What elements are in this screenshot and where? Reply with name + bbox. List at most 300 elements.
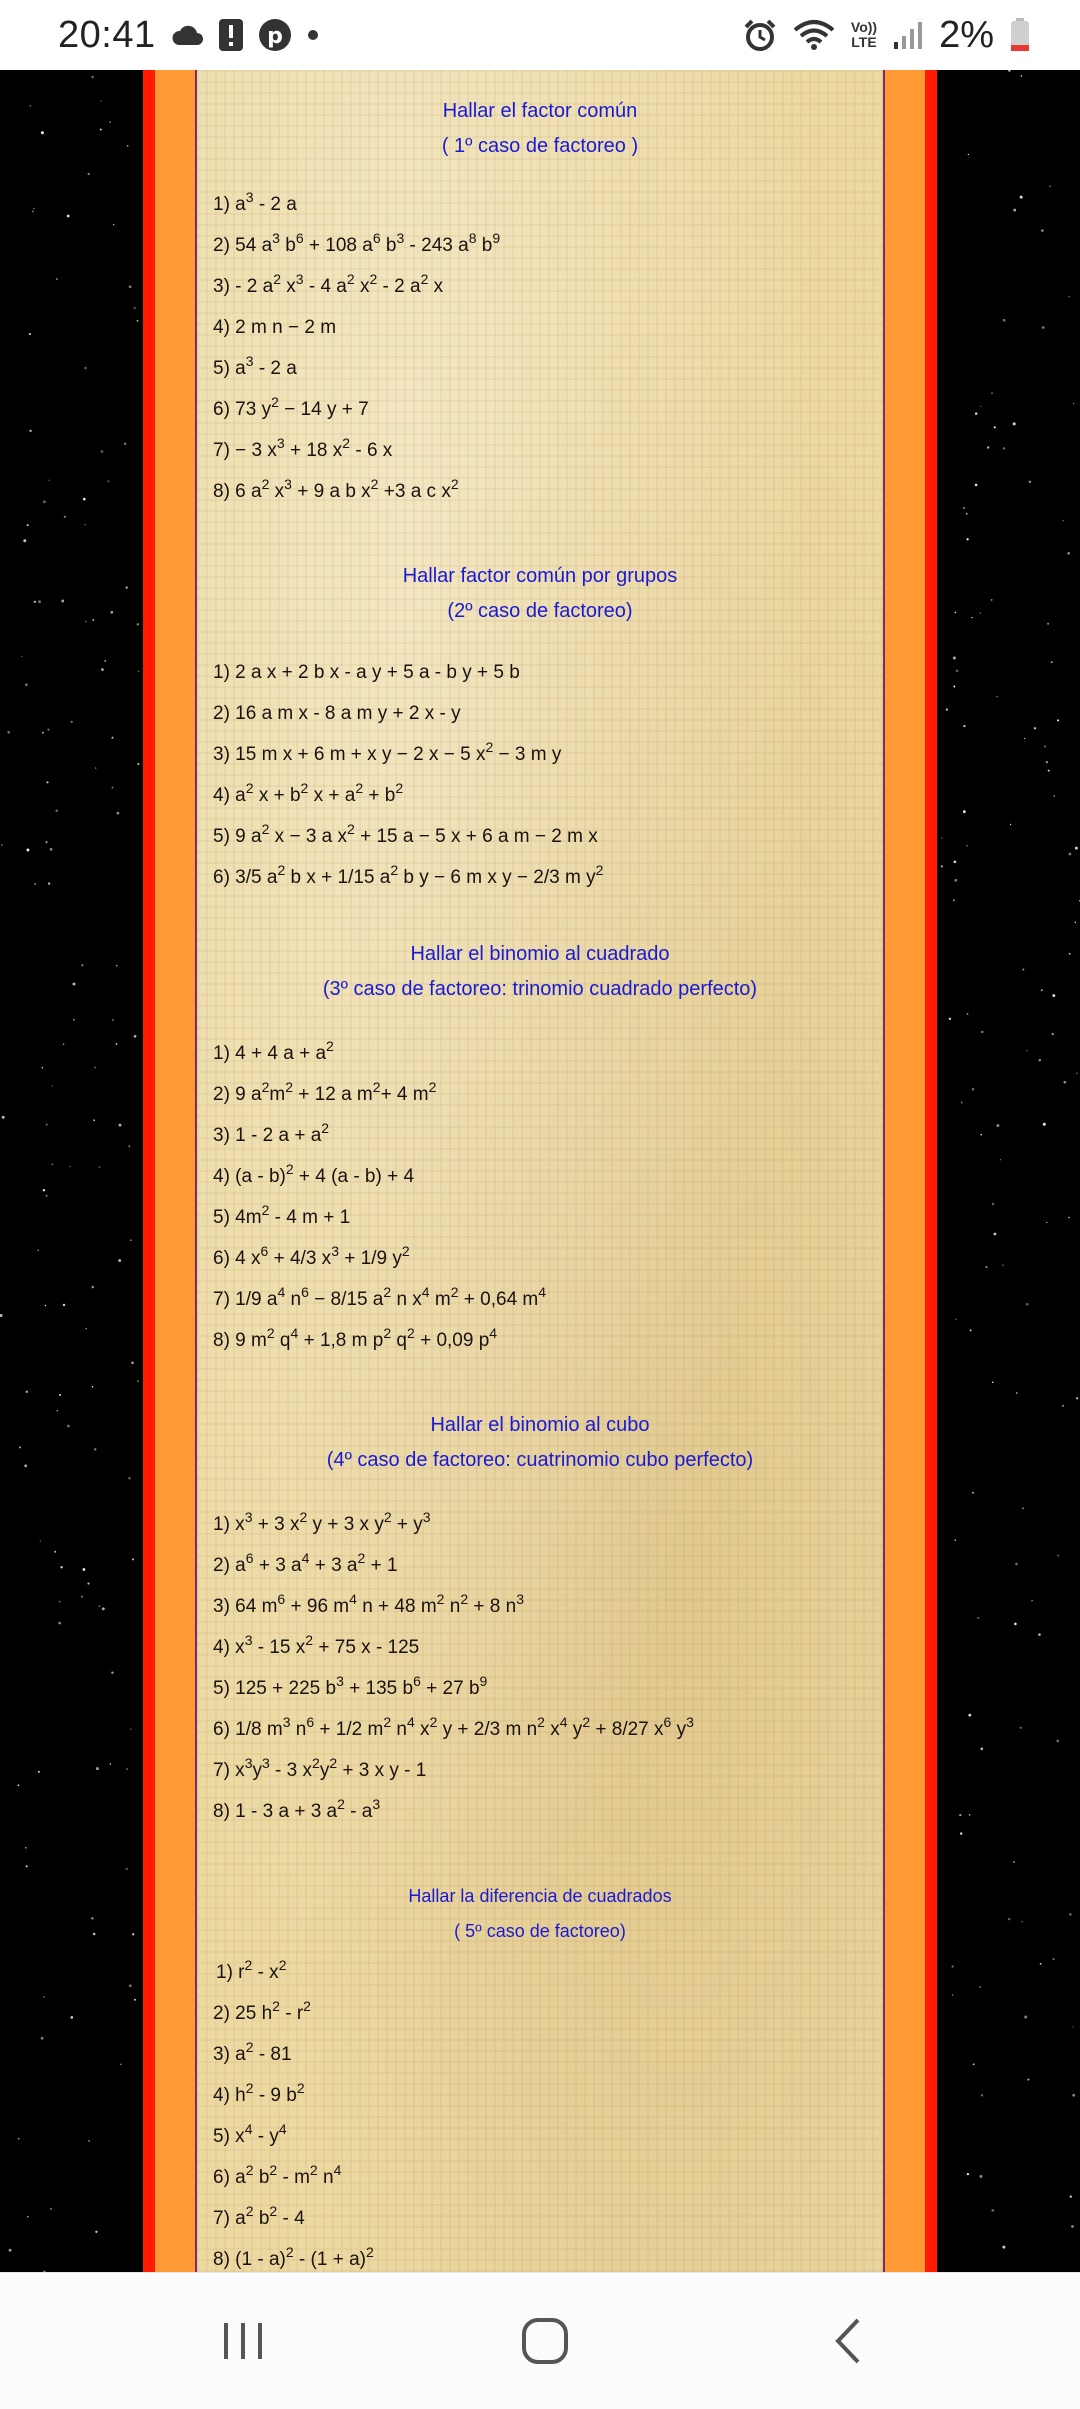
star xyxy=(59,1601,61,1603)
star xyxy=(1000,1159,1001,1160)
star xyxy=(92,619,94,621)
star xyxy=(38,1771,40,1773)
star xyxy=(85,1328,87,1330)
star xyxy=(1039,1059,1041,1061)
exercise-item: 2) 9 $a^2m^2 + 12$ a $m^2+ 4$ $m^2$ xyxy=(213,1079,437,1105)
exercise-item: 2) 54 $a^3$ $b^6 + 108$ $a^6$ $b^3 - 243$ $a^8$ $b^9$ xyxy=(213,230,501,256)
star xyxy=(117,812,120,815)
star xyxy=(116,965,118,967)
star xyxy=(1067,552,1070,555)
star xyxy=(137,320,139,322)
svg-text:p: p xyxy=(266,24,283,49)
star xyxy=(111,1672,113,1674)
star xyxy=(1048,770,1050,772)
star xyxy=(1044,745,1046,747)
star xyxy=(960,1832,962,1834)
exercise-item: 4) $x^3 - 15$ $x^2 + 75$ x - 125 xyxy=(213,1632,420,1658)
star xyxy=(21,656,22,657)
back-button[interactable] xyxy=(818,2311,878,2371)
star xyxy=(126,587,128,589)
exercise-list xyxy=(213,184,873,512)
star xyxy=(30,105,31,106)
star xyxy=(94,1067,96,1069)
star xyxy=(972,1088,974,1090)
star xyxy=(966,513,968,515)
star xyxy=(1069,953,1071,955)
back-icon xyxy=(828,2316,868,2366)
star xyxy=(126,1768,127,1769)
star xyxy=(25,1847,27,1849)
star xyxy=(132,1558,134,1560)
star xyxy=(1057,1555,1059,1557)
star xyxy=(113,224,114,225)
star xyxy=(1056,1739,1059,1742)
star xyxy=(1076,1073,1077,1074)
star xyxy=(32,211,34,213)
star xyxy=(37,1249,39,1251)
star xyxy=(137,623,139,625)
wifi-icon xyxy=(793,18,835,52)
star xyxy=(980,406,981,407)
section-subheading: ( 5º caso de factoreo) xyxy=(454,1921,626,1941)
star xyxy=(1075,847,1078,850)
star xyxy=(61,600,64,603)
star xyxy=(981,2094,983,2096)
star xyxy=(107,480,109,482)
section-heading: Hallar el binomio al cubo xyxy=(430,1414,650,1436)
star xyxy=(111,737,113,739)
star xyxy=(128,1477,131,1480)
star xyxy=(980,1748,983,1751)
star xyxy=(29,333,31,335)
star xyxy=(970,1329,972,1331)
exercise-item: 5) $4m^2 - 4$ m + 1 xyxy=(213,1202,351,1228)
star xyxy=(1029,480,1032,483)
star xyxy=(134,1035,137,1038)
exercise-item: 2) 16 a m x - 8 a m y + 2 x - y xyxy=(213,703,461,724)
star xyxy=(1013,209,1016,212)
star xyxy=(120,2064,121,2065)
star xyxy=(966,538,968,540)
exercise-item: 2) 25 $h^2 - r^2$ xyxy=(213,1998,311,2024)
star xyxy=(71,721,73,723)
section-heading: Hallar el factor común xyxy=(442,100,638,122)
star xyxy=(9,2249,12,2252)
star xyxy=(42,1067,44,1069)
exercise-list xyxy=(213,652,873,898)
star xyxy=(83,498,86,501)
exercise-item: 3) 15 m x + 6 m + x y − 2 x − 5 $x^2 - 3$ m y xyxy=(213,739,562,765)
section-subheading: (3º caso de factoreo: trinomio cuadrado perfecto) xyxy=(322,978,758,1000)
star xyxy=(71,2016,74,2019)
dot-icon xyxy=(306,28,320,42)
volte-label-bottom: LTE xyxy=(851,34,877,50)
star xyxy=(57,1410,58,1411)
star xyxy=(1020,1727,1022,1729)
star xyxy=(126,1868,128,1870)
star xyxy=(952,1994,953,1995)
star xyxy=(1015,1563,1018,1566)
star xyxy=(130,1239,132,1241)
star xyxy=(963,507,965,509)
section-heading: Hallar el binomio al cuadrado xyxy=(410,943,670,965)
recent-apps-button[interactable] xyxy=(213,2311,273,2371)
star xyxy=(58,1622,61,1625)
star xyxy=(81,964,83,966)
star xyxy=(994,426,996,428)
battery-icon xyxy=(1010,18,1030,52)
exercise-item: 1) 4 + 4 $a + a^2$ xyxy=(213,1038,334,1064)
right-red-border xyxy=(925,70,937,2272)
star xyxy=(1008,1918,1010,1920)
home-button[interactable] xyxy=(515,2311,575,2371)
star xyxy=(104,660,106,662)
star xyxy=(91,76,94,79)
section-subheading: (2º caso de factoreo) xyxy=(447,600,633,622)
star xyxy=(138,671,140,673)
star xyxy=(118,1259,121,1262)
star xyxy=(973,2063,975,2065)
star xyxy=(119,1124,122,1127)
star xyxy=(1002,2246,1005,2249)
star xyxy=(101,668,104,671)
star xyxy=(85,621,87,623)
star xyxy=(43,1996,44,1997)
star xyxy=(99,1605,101,1607)
star xyxy=(18,1784,20,1786)
star xyxy=(980,1134,982,1136)
exercise-item: 1) $a^3 - 2$ a xyxy=(213,189,297,215)
star xyxy=(26,1390,29,1393)
star xyxy=(137,1380,139,1382)
right-orange-border xyxy=(885,70,925,2272)
section-diferencia-cuadrados xyxy=(197,1879,883,2270)
star xyxy=(132,1933,134,1935)
signal-icon xyxy=(893,20,923,50)
star xyxy=(987,446,989,448)
exercise-item: 8) 9 $m^2$ $q^4 + 1,8$ m $p^2$ $q^2 + 0,09$ $p^4$ xyxy=(213,1325,498,1351)
exercise-item: 3) $a^2 - 81$ xyxy=(213,2039,292,2065)
star xyxy=(955,612,957,614)
star xyxy=(979,1986,981,1988)
section-subheading: (4º caso de factoreo: cuatrinomio cubo perfecto) xyxy=(326,1449,754,1471)
exercise-item: 6) 3/5 $a^2$ b x + 1/15 $a^2$ b y − 6 m x y − 2/3 m $y^2$ xyxy=(213,862,604,888)
star xyxy=(1046,1222,1047,1223)
section-cuatrinomio-cubo xyxy=(197,1408,883,1822)
star xyxy=(45,841,47,843)
star xyxy=(112,787,114,789)
star xyxy=(110,1763,112,1765)
star xyxy=(966,845,967,846)
exercise-item: 1) $x^3 + 3$ $x^2$ y + 3 x $y^2 + y^3$ xyxy=(213,1509,431,1535)
star xyxy=(46,1195,48,1197)
star xyxy=(1046,761,1048,763)
star xyxy=(93,1119,95,1121)
exercise-item: 6) 1/8 $m^3$ $n^6 + 1/2$ $m^2$ $n^4$ $x^2$ y + 2/3 m $n^2$ $x^4$ $y^2 + 8/27$ $x^6$ $y^3$ xyxy=(213,1714,694,1740)
star xyxy=(1016,1392,1018,1394)
star xyxy=(137,763,139,765)
star xyxy=(1072,2026,1073,2027)
cloud-icon xyxy=(170,23,204,47)
star xyxy=(1022,1507,1023,1508)
star xyxy=(129,1984,132,1987)
star xyxy=(52,1085,53,1086)
star xyxy=(951,1965,953,1967)
star xyxy=(980,613,981,614)
star xyxy=(1026,1050,1028,1052)
alert-icon xyxy=(218,18,244,52)
exercise-item: 4) (a - b)$^2$ + 4 (a - b) + 4 xyxy=(213,1161,415,1187)
pinterest-icon xyxy=(258,18,292,52)
star xyxy=(73,1019,75,1021)
star xyxy=(81,1596,83,1598)
star xyxy=(23,539,26,542)
star xyxy=(129,1146,130,1147)
section-heading: Hallar la diferencia de cuadrados xyxy=(408,1886,672,1906)
star xyxy=(1026,1303,1029,1306)
exercise-item: 3) 1 - 2 $a + a^2$ xyxy=(213,1120,330,1146)
star xyxy=(1070,2195,1072,2197)
star xyxy=(129,285,132,288)
star xyxy=(2,1116,5,1119)
star xyxy=(949,1018,951,1020)
star xyxy=(54,1551,56,1553)
star xyxy=(69,1166,70,1167)
star xyxy=(941,837,942,838)
section-subheading: ( 1º caso de factoreo ) xyxy=(441,135,639,157)
star xyxy=(1022,1921,1023,1922)
star xyxy=(963,810,966,813)
star xyxy=(94,1448,97,1451)
star xyxy=(41,2037,44,2040)
star xyxy=(84,524,85,525)
star xyxy=(27,524,29,526)
star xyxy=(1021,75,1023,77)
exercise-page xyxy=(195,70,885,2272)
star xyxy=(963,725,965,727)
star xyxy=(954,1539,956,1541)
star xyxy=(102,1607,105,1610)
star xyxy=(109,121,110,122)
star xyxy=(24,1464,27,1467)
star xyxy=(99,1166,101,1168)
star xyxy=(33,208,34,209)
star xyxy=(961,1102,963,1104)
exercise-item: 8) $(1 - a)^2 - (1 + a)^2$ xyxy=(213,2244,374,2270)
star xyxy=(1024,2016,1027,2019)
star xyxy=(991,392,993,394)
star xyxy=(959,1814,961,1816)
exercise-item: 7) $a^2$ $b^2 - 4$ xyxy=(213,2203,305,2229)
star xyxy=(41,131,44,134)
star xyxy=(994,1233,997,1236)
star xyxy=(1068,853,1071,856)
star xyxy=(1047,623,1049,625)
home-icon xyxy=(520,2316,570,2366)
star xyxy=(45,1305,46,1306)
star xyxy=(991,599,993,601)
recent-apps-icon xyxy=(220,2319,266,2363)
star xyxy=(1054,795,1055,796)
star xyxy=(88,173,90,175)
star xyxy=(73,983,76,986)
star xyxy=(1075,922,1077,924)
star xyxy=(42,732,44,734)
star xyxy=(1068,296,1069,297)
star xyxy=(134,307,136,309)
volte-icon xyxy=(851,20,877,50)
exercise-item: 6) 4 $x^6 + 4/3$ $x^3 + 1/9$ $y^2$ xyxy=(213,1243,410,1269)
star xyxy=(1013,1861,1015,1863)
star xyxy=(1013,422,1016,425)
star xyxy=(67,1425,70,1428)
star xyxy=(946,708,948,710)
star xyxy=(29,430,31,432)
star xyxy=(46,1124,48,1126)
star xyxy=(95,2231,97,2233)
exercise-item: 8) 6 $a^2$ $x^3 + 9$ a b $x^2 +3$ a c $x^2$ xyxy=(213,476,459,502)
star xyxy=(27,2216,29,2218)
status-bar xyxy=(0,0,1080,70)
star xyxy=(996,1124,999,1127)
star xyxy=(131,1362,134,1365)
star xyxy=(88,2140,90,2142)
star xyxy=(1034,727,1036,729)
star xyxy=(1053,1958,1055,1960)
star xyxy=(981,1031,983,1033)
star xyxy=(95,767,96,768)
star xyxy=(46,781,48,783)
star xyxy=(1031,1600,1033,1602)
exercise-item: 5) 125 + 225 $b^3 + 135$ $b^6 + 27$ $b^9$ xyxy=(213,1673,488,1699)
star xyxy=(956,669,959,672)
exercise-item: 4) $h^2 - 9$ $b^2$ xyxy=(213,2080,305,2106)
star xyxy=(1043,1123,1046,1126)
exercise-item: 6) $a^2$ $b^2 - m^2$ $n^4$ xyxy=(213,2162,342,2188)
star xyxy=(1062,1405,1064,1407)
star xyxy=(26,849,29,852)
star xyxy=(38,600,41,603)
star xyxy=(19,1446,21,1448)
star xyxy=(96,1767,99,1770)
star xyxy=(1,844,3,846)
star xyxy=(1052,1033,1054,1035)
star xyxy=(953,686,955,688)
star xyxy=(954,879,957,882)
star xyxy=(47,729,49,731)
star xyxy=(83,1568,86,1571)
star xyxy=(1041,229,1043,231)
star xyxy=(1052,994,1055,997)
star xyxy=(1068,1217,1069,1218)
star xyxy=(134,1999,136,2001)
star xyxy=(975,412,978,415)
star xyxy=(127,145,129,147)
left-red-border xyxy=(143,70,155,2272)
star xyxy=(972,1492,974,1494)
star xyxy=(56,278,58,280)
star xyxy=(18,2138,20,2140)
exercise-item: 2) $a^6 + 3$ $a^4 + 3$ $a^2 + 1$ xyxy=(213,1550,398,1576)
exercise-item: 5) $a^3 - 2$ a xyxy=(213,353,297,379)
exercise-item: 3) 64 $m^6 + 96$ $m^4$ n + 48 $m^2$ $n^2 + 8$ $n^3$ xyxy=(213,1591,524,1617)
star xyxy=(941,865,943,867)
star xyxy=(1022,968,1024,970)
star xyxy=(101,450,104,453)
exercise-list xyxy=(213,1033,873,1361)
star xyxy=(955,1319,956,1320)
star xyxy=(979,2175,982,2178)
star xyxy=(1020,196,1023,199)
exercise-item: 5) $x^4 - y^4$ xyxy=(213,2121,287,2147)
star xyxy=(1002,1264,1004,1266)
exercise-list xyxy=(213,1504,873,1832)
star xyxy=(1003,447,1005,449)
star xyxy=(1076,1397,1078,1399)
star xyxy=(48,480,49,481)
star xyxy=(1040,1963,1042,1965)
star xyxy=(34,601,36,603)
navigation-bar xyxy=(0,2272,1080,2409)
star xyxy=(63,1304,65,1306)
star xyxy=(1072,2094,1075,2097)
left-orange-border xyxy=(155,70,195,2272)
star xyxy=(1003,319,1006,322)
star xyxy=(93,1933,95,1935)
star xyxy=(25,683,28,686)
battery-percent: 2% xyxy=(939,13,994,56)
star xyxy=(1027,2079,1029,2081)
star xyxy=(1038,1633,1041,1636)
star xyxy=(50,2208,51,2209)
star xyxy=(1010,824,1011,825)
star xyxy=(84,367,87,370)
star xyxy=(1064,1081,1067,1084)
exercise-item: 7) $x^3y^3 - 3$ $x^2y^2 + 3$ x y - 1 xyxy=(213,1755,427,1781)
exercise-item: 7) 1/9 $a^4$ $n^6 - 8/15$ $a^2$ n $x^4$ $m^2 + 0,64$ $m^4$ xyxy=(213,1284,547,1310)
volte-label-top: Vo)) xyxy=(850,19,878,35)
star xyxy=(971,617,972,618)
star xyxy=(51,1163,53,1165)
star xyxy=(986,1266,988,1268)
exercise-item: 8) 1 - 3 a + 3 $a^2 - a^3$ xyxy=(213,1796,381,1822)
star xyxy=(7,731,10,734)
star xyxy=(1069,1913,1072,1916)
star xyxy=(26,1865,28,1867)
star xyxy=(992,1381,994,1383)
star xyxy=(67,215,70,218)
star xyxy=(40,1540,41,1541)
star xyxy=(43,500,46,503)
star xyxy=(967,2173,969,2175)
star xyxy=(124,442,127,445)
star xyxy=(63,1044,64,1045)
star xyxy=(968,154,969,155)
exercise-item: 4) $a^2$ $x + b^2$ $x + a^2 + b^2$ xyxy=(213,780,404,806)
star xyxy=(1049,186,1050,187)
star xyxy=(55,809,57,811)
star xyxy=(1063,520,1064,521)
star xyxy=(92,1386,94,1388)
star xyxy=(1057,719,1059,721)
star xyxy=(116,1043,118,1045)
star xyxy=(992,1203,994,1205)
section-factor-comun xyxy=(197,94,883,502)
exercise-item: 1) $r^2 - x^2$ xyxy=(216,1957,287,1983)
exercise-list xyxy=(213,1952,873,2272)
star xyxy=(43,1189,45,1191)
star xyxy=(130,1728,131,1729)
